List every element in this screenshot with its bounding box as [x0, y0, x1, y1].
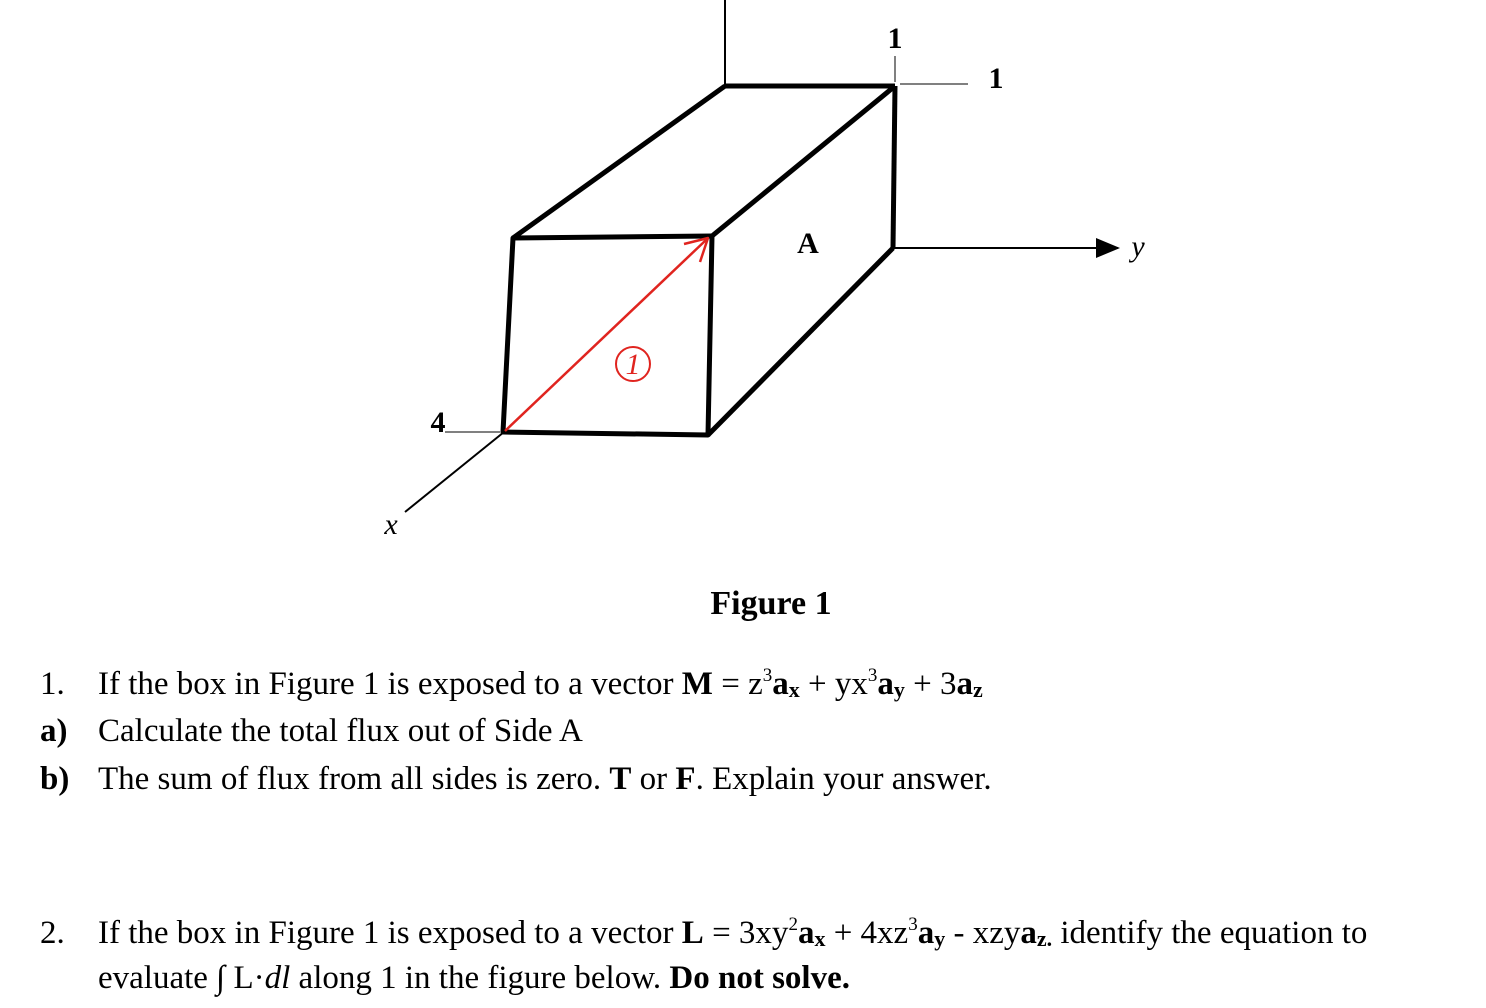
dl-term: dl	[264, 960, 291, 996]
unit-a: a	[877, 666, 894, 702]
question-2	[40, 913, 1367, 959]
term-z: z	[748, 666, 763, 702]
along-path-text: along 1 in the figure below.	[290, 960, 670, 996]
question-1b-tail: . Explain your answer.	[695, 761, 992, 797]
box-top-right-edge	[712, 86, 895, 236]
unit-z-sub: z.	[1036, 926, 1053, 951]
unit-z-sub: z	[972, 677, 983, 702]
question-1-text: If the box in Figure 1 is exposed to a vector	[98, 666, 682, 702]
box-bottom-right-edge	[708, 248, 893, 435]
term-3xy: = 3xy	[703, 915, 789, 951]
exp-3: 3	[867, 665, 878, 686]
true-option: T	[609, 761, 632, 797]
unit-a: a	[1020, 915, 1037, 951]
x-axis	[405, 432, 504, 512]
plus: +	[799, 666, 835, 702]
vector-m: M	[681, 666, 713, 702]
y-axis-label: y	[1131, 230, 1145, 263]
eq-sign: =	[712, 666, 749, 702]
box-top-left-edge	[513, 86, 725, 238]
question-1b-text: The sum of flux from all sides is zero.	[98, 761, 610, 797]
unit-a: a	[772, 666, 789, 702]
box-back-right-edge	[893, 86, 895, 248]
plus-3: + 3	[904, 666, 957, 702]
or-text: or	[631, 761, 676, 797]
vector-l: L	[681, 915, 704, 951]
unit-a: a	[956, 666, 973, 702]
exp-2: 2	[788, 914, 798, 935]
unit-y-sub: y	[934, 926, 946, 951]
unit-y-sub: y	[893, 677, 905, 702]
top-tick-label: 1	[887, 22, 903, 55]
question-1-number: 1.	[40, 666, 65, 702]
box-front-face	[503, 236, 712, 435]
right-tick-label: 1	[988, 62, 1004, 95]
face-label: A	[797, 227, 819, 260]
term-yx: yx	[834, 666, 868, 702]
unit-x-sub: x	[814, 926, 826, 951]
question-1a-text: Calculate the total flux out of Side A	[98, 713, 583, 749]
path-1	[505, 238, 708, 431]
question-1b	[40, 759, 992, 799]
term-4xz: + 4xz	[825, 915, 909, 951]
unit-x-sub: x	[788, 677, 800, 702]
x-axis-label: x	[384, 508, 398, 541]
do-not-solve-text: Do not solve.	[669, 960, 850, 996]
question-1a	[40, 711, 583, 751]
term-xzy: - xzy	[945, 915, 1021, 951]
exp-3: 3	[762, 665, 773, 686]
question-2-line-2	[98, 958, 850, 998]
false-option: F	[675, 761, 696, 797]
box	[503, 86, 895, 435]
path-label: 1	[625, 348, 641, 381]
question-2-tail: identify the equation to	[1052, 915, 1368, 951]
question-1	[40, 664, 983, 710]
question-1a-marker: a)	[40, 713, 68, 749]
figure-caption: Figure 1	[710, 585, 832, 622]
question-2-text: If the box in Figure 1 is exposed to a vector	[98, 915, 682, 951]
exp-3: 3	[908, 914, 918, 935]
x-tick-label: 4	[430, 406, 446, 439]
unit-a: a	[917, 915, 935, 951]
line-integral-text: evaluate ∫ L·	[98, 960, 265, 996]
unit-a: a	[797, 915, 815, 951]
question-2-number: 2.	[40, 915, 65, 951]
question-1b-marker: b)	[40, 761, 70, 797]
